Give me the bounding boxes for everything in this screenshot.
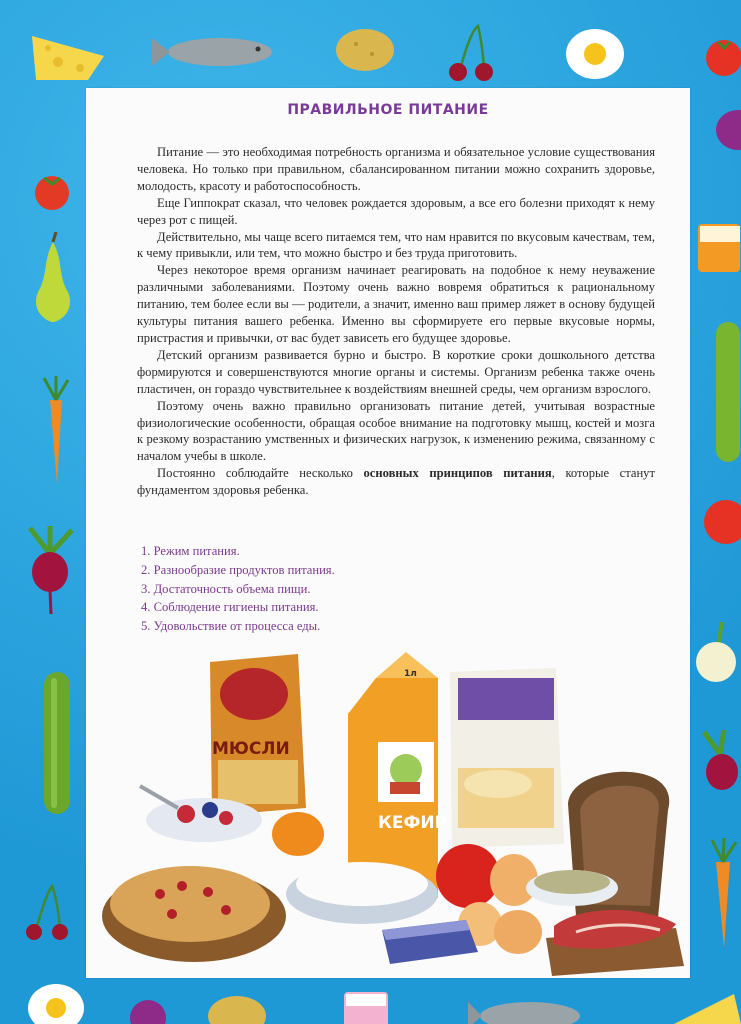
fish-icon (468, 994, 588, 1024)
paragraph: Поэтому очень важно правильно организовать питание детей, учитывая возрастные физиологические особенности, обращая особое внимание на подготовку мышц, костей и мозга к резкому возрастанию умственных и физических нагрузок, к изменению режима, связанному с началом учебы в школе. (137, 398, 655, 464)
list-item: 2. Разнообразие продуктов питания. (141, 562, 335, 577)
tomato-icon (700, 494, 741, 548)
paragraph (137, 465, 655, 499)
muesli-pack (210, 654, 306, 816)
butter-pack (382, 920, 478, 964)
paragraph: Детский организм развивается бурно и быстро. В короткие сроки дошкольного детства формируются и совершенствуются многие органы и системы. Организм ребенка также очень пластичен, он гораздо чувствительнее к воздействиям внешней среды, чем организм взрослого. (137, 347, 655, 396)
cherries-icon (22, 882, 74, 944)
paragraph: Через некоторое время организм начинает реагировать на подобное к нему неуважение различными заболеваниями. Поэтому очень важно вовремя обратиться к рациональному питанию, тем более если вы — родители, а значит, именно ваш пример ляжет в основу будущей культуры питания вашего ребенка. Именно вы сформируете его первые вкусовые нормы, пристрастия и привычки, от вас будет зависеть его будущее здоровье. (137, 263, 655, 345)
paragraph: Еще Гиппократ сказал, что человек рождается здоровым, а все его болезни приходят к нему через рот с пищей. (137, 195, 655, 227)
paragraph: Питание — это необходимая потребность организма и обязательное условие существования человека. Но только при правильном, сбалансированном питании можно сохранить здоровье, молодость, красоту и работоспособность. (137, 145, 655, 193)
paragraph-text: , которые станут фундаментом здоровья ребенка. (137, 466, 655, 498)
fish-icon (150, 32, 280, 72)
pear-icon (28, 232, 78, 324)
plum-icon (712, 106, 741, 154)
principles-list (141, 542, 335, 636)
milk-glass-icon (694, 218, 741, 276)
article-body (137, 144, 655, 499)
pumpkin (272, 812, 324, 856)
paragraph: Действительно, мы чаще всего питаемся тем, что нам нравится по вкусовым качествам, тем, к чему привыкли, или тем, что можно быстро и без труда приготовить. (137, 229, 655, 261)
list-item: 3. Достаточность объема пищи. (141, 581, 311, 596)
egg-icon (26, 980, 86, 1024)
principles-emphasis: основных принципов питания (363, 466, 552, 481)
cheese-icon (664, 984, 741, 1024)
content-sheet (86, 88, 690, 978)
cucumber-icon (712, 318, 741, 468)
potato-icon (334, 26, 396, 74)
cherries-icon (442, 22, 502, 84)
list-item: 5. Удовольствие от процесса еды. (141, 619, 321, 634)
berry-pie (102, 866, 286, 962)
potato-icon (206, 990, 268, 1024)
milk-glass-icon (340, 986, 392, 1024)
tomato-icon (700, 34, 741, 78)
kefir-carton (348, 652, 447, 898)
paragraph-text: Постоянно соблюдайте несколько (157, 466, 364, 481)
kefir-label: КЕФИР (378, 813, 448, 833)
list-item: 1. Режим питания. (141, 544, 240, 558)
cheese-icon (28, 28, 108, 86)
cottage-cheese-bowl (286, 862, 438, 924)
beet-icon (20, 524, 82, 616)
food-illustration (86, 648, 690, 978)
plum-icon (128, 996, 168, 1024)
meat-on-board (546, 910, 684, 976)
tomato-icon (30, 170, 74, 212)
carrot-icon (702, 836, 741, 952)
onion-icon (692, 618, 741, 688)
page-title: ПРАВИЛЬНОЕ ПИТАНИЕ (287, 102, 489, 118)
oat-box (450, 668, 564, 848)
cucumber-icon (38, 668, 76, 818)
carrot-icon (36, 374, 76, 486)
list-item: 4. Соблюдение гигиены питания. (141, 600, 319, 615)
seeds-bowl (526, 870, 618, 906)
kefir-volume: 1л (404, 669, 417, 679)
egg-icon (564, 26, 626, 82)
beet-icon (696, 728, 741, 812)
muesli-label: МЮСЛИ (212, 739, 290, 759)
